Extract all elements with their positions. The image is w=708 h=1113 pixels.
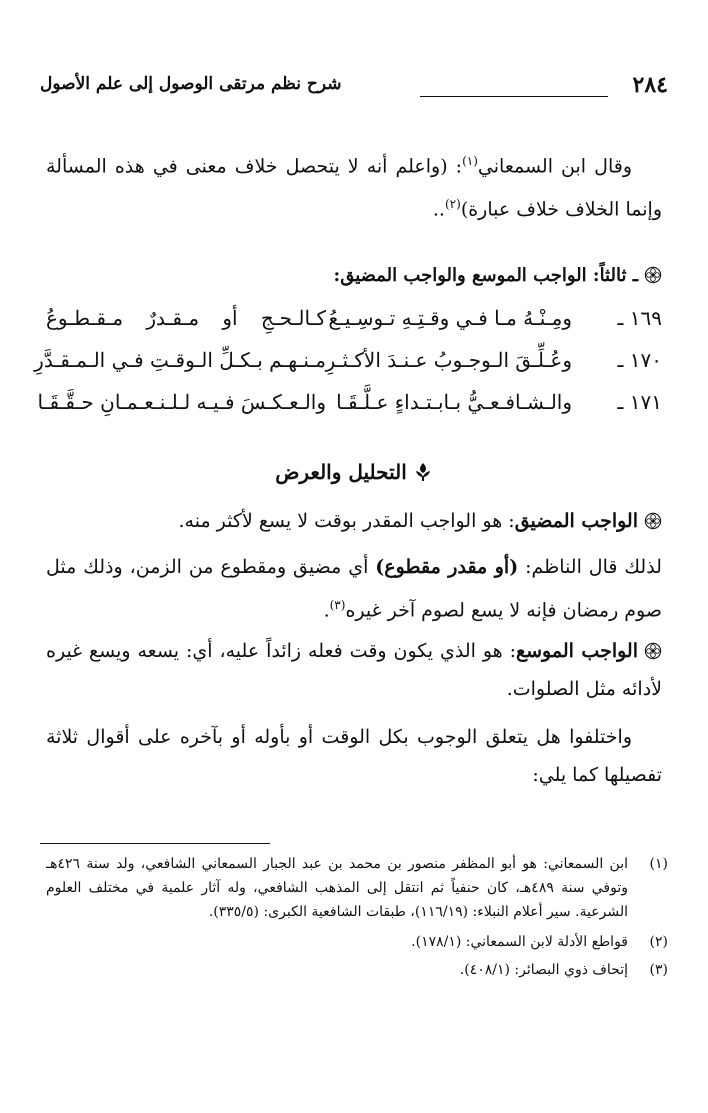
header-rule [420, 96, 608, 97]
verse-number: ١٧١ ـ [617, 390, 662, 414]
poem-line [46, 300, 662, 340]
footnote-text: قواطع الأدلة لابن السمعاني: (١٧٨/١). [411, 934, 628, 950]
footnote-number: (٣) [649, 962, 668, 978]
footnote-ref-2[interactable]: (٢) [444, 197, 461, 212]
footnote-text: إتحاف ذوي البصائر: (٤٠٨/١). [459, 962, 628, 978]
poem-line [34, 342, 662, 382]
footnotes [46, 852, 668, 982]
analysis-heading: التحليل والعرض [275, 460, 407, 484]
footnote [46, 852, 668, 924]
poet-quote-paragraph [46, 548, 662, 629]
footnote-rule [40, 843, 270, 844]
verse-number: ١٧٠ ـ [617, 348, 662, 372]
wide-text: : هو الذي يكون وقت فعله زائداً عليه، أي: يسعه ويسع غيره لأدائه مثل الصلوات. [46, 640, 662, 700]
verse-first-half: وعُـلِّـقَ الـوجـوبُ عـنـدَ الأكـثـرِ [325, 348, 572, 372]
footnote-ref-3[interactable]: (٣) [329, 598, 346, 612]
term-wide: الواجب الموسع [516, 640, 638, 662]
footnote-number: (١) [649, 856, 668, 872]
running-header [40, 72, 668, 104]
quote-post: أي مضيق ومقطوع من الزمن، وذلك مثل صوم رمضان فإنه لا يسع لصوم آخر غيره [46, 556, 662, 622]
verse-second-half: والـعـكـسَ فـيـه لـلـنـعـمـانِ حـقَّـقَـا [37, 390, 326, 414]
footnote-text: ابن السمعاني: هو أبو المظفر منصور بن محمد بن عبد الجبار السمعاني الشافعي، ولد سنة ٤٢٦هـ وتوفي سنة ٤٨٩هـ، كان حنفياً ثم انتقل إلى المذهب الشافعي، وله آثار علمية في مختلف العلوم الشرعية. سير أعلام النبلاء: (١١٦/١٩)، طبقات الشافعية الكبرى: (٣٣٥/٥). [46, 856, 628, 920]
flower-icon [644, 512, 662, 530]
intro-quote: : (واعلم أنه لا يتحصل خلاف معنى في هذه المسألة وإنما الخلاف خلاف عبارة) [46, 155, 662, 221]
verse-second-half: مـنـهـم بـكـلِّ الـوقـتِ فـي الـمـقـدَّرِ [34, 348, 326, 372]
section-heading: ـ ثالثاً: الواجب الموسع والواجب المضيق: [333, 265, 638, 286]
analysis-heading-row [0, 460, 708, 484]
footnote [46, 930, 668, 954]
flower-icon [644, 642, 662, 660]
poem-line [37, 384, 662, 424]
verse-number: ١٦٩ ـ [617, 306, 662, 330]
running-title: شرح نظم مرتقى الوصول إلى علم الأصول [40, 74, 342, 94]
wide-definition [46, 632, 662, 708]
narrow-definition [46, 502, 662, 540]
quote-end: . [323, 599, 330, 622]
verse-second-half: كـالـحـجِ أو مـقـدرٌ مـقـطـوعُ [46, 306, 326, 330]
section-heading-row [46, 256, 662, 295]
verse-first-half: والـشـافـعـيُّ بـابـتـداءٍ عـلَّـقَـا [336, 390, 572, 414]
quote-text: (أو مقدر مقطوع) [375, 556, 519, 578]
intro-paragraph [46, 142, 662, 229]
verse-first-half: ومِـنْـهُ مـا فـي وقـتِـهِ تـوسِـيـعُ [328, 306, 572, 330]
differ-paragraph [46, 718, 662, 794]
footnote-number: (٢) [649, 934, 668, 950]
flower-icon [644, 266, 662, 284]
quote-pre: لذلك قال الناظم: [518, 556, 662, 578]
differ-text: واختلفوا هل يتعلق الوجوب بكل الوقت أو بأوله أو بآخره على أقوال ثلاثة تفصيلها كما يلي: [46, 726, 662, 786]
narrow-text: : هو الواجب المقدر بوقت لا يسع لأكثر منه. [178, 510, 515, 532]
intro-end: .. [432, 198, 445, 221]
page-number: ٢٨٤ [632, 72, 668, 98]
term-narrow: الواجب المضيق [514, 510, 638, 532]
ornament-icon [413, 462, 433, 482]
footnote [46, 958, 668, 982]
footnote-ref-1[interactable]: (١) [462, 154, 478, 168]
intro-text: وقال ابن السمعاني [477, 155, 632, 178]
